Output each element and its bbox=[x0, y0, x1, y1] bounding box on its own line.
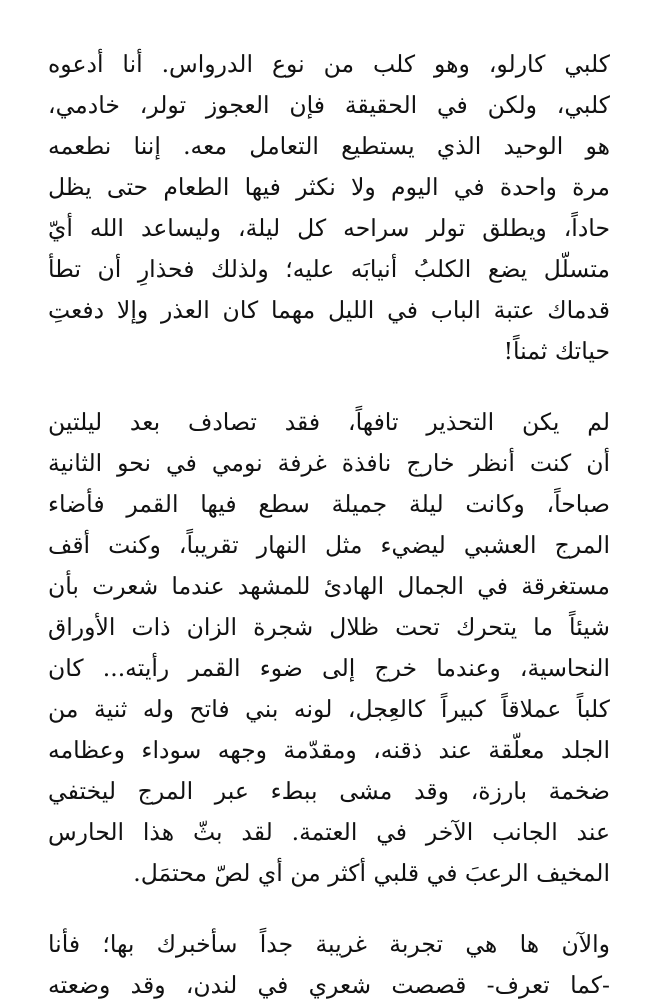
text-line: النحاسية، وعندما خرج إلى ضوء القمر رأيته... كان bbox=[48, 654, 610, 682]
text-line: المخيف الرعبَ في قلبي أكثر من أي لصّ محتمَل. bbox=[133, 859, 610, 887]
text-line: لم يكن التحذير تافهاً، فقد تصادف بعد ليلتين bbox=[48, 408, 610, 436]
paragraph-1 bbox=[48, 44, 610, 372]
text-line: مستغرقة في الجمال الهادئ للمشهد عندما شعرت بأن bbox=[48, 572, 610, 600]
text-line: كلبي، ولكن في الحقيقة فإن العجوز تولر، خادمي، bbox=[48, 91, 610, 119]
text-line: صباحاً، وكانت ليلة جميلة سطع فيها القمر فأضاء bbox=[48, 490, 610, 518]
text-line: مرة واحدة في اليوم ولا نكثر فيها الطعام حتى يظل bbox=[48, 173, 610, 201]
text-line: أن كنت أنظر خارج نافذة غرفة نومي في نحو الثانية bbox=[48, 449, 610, 477]
text-line: شيئاً ما يتحرك تحت ظلال شجرة الزان ذات الأوراق bbox=[48, 613, 610, 641]
paragraph-2 bbox=[48, 402, 610, 894]
text-line: والآن ها هي تجربة غريبة جداً سأخبرك بها؛ فأنا bbox=[48, 930, 610, 958]
text-line: متسلّل يضع الكلبُ أنيابَه عليه؛ ولذلك فحذارِ أن تطأ bbox=[48, 255, 610, 283]
text-line: -كما تعرف- قصصت شعري في لندن، وقد وضعته bbox=[48, 971, 610, 999]
paragraph-3 bbox=[48, 924, 610, 1006]
text-line: كلبي كارلو، وهو كلب من نوع الدرواس. أنا أدعوه bbox=[48, 50, 610, 78]
text-line: الجلد معلّقة عند ذقنه، ومقدّمة وجهه سوداء وعظامه bbox=[48, 736, 610, 764]
text-line: ضخمة بارزة، وقد مشى ببطء عبر المرج ليختفي bbox=[48, 777, 610, 805]
text-line: عند الجانب الآخر في العتمة. لقد بثّ هذا الحارس bbox=[48, 818, 610, 846]
text-line: المرج العشبي ليضيء مثل النهار تقريباً، وكنت أقف bbox=[48, 531, 610, 559]
text-line: حاداً، ويطلق تولر سراحه كل ليلة، وليساعد الله أيّ bbox=[48, 214, 610, 242]
book-page bbox=[48, 44, 610, 1006]
text-line: قدماك عتبة الباب في الليل مهما كان العذر وإلا دفعتِ bbox=[48, 296, 610, 324]
text-line: حياتك ثمناً! bbox=[503, 337, 610, 365]
text-line: هو الوحيد الذي يستطيع التعامل معه. إننا نطعمه bbox=[48, 132, 610, 160]
text-line: كلباً عملاقاً كبيراً كالعِجل، لونه بني فاتح وله ثنية من bbox=[48, 695, 610, 723]
